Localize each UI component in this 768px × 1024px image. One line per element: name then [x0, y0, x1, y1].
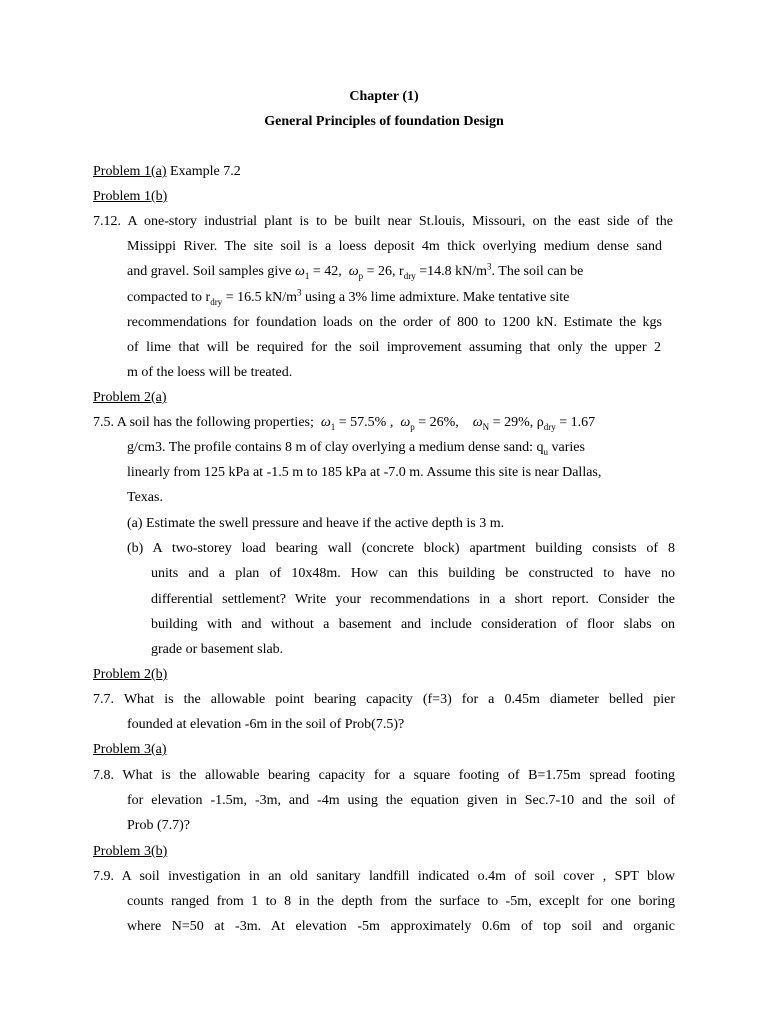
- omega-symbol: ω: [348, 264, 359, 279]
- omega-symbol: ω: [472, 415, 483, 430]
- problem-3a-label: Problem 3(a): [93, 742, 167, 757]
- q75-part-b-line-2: units and a plan of 10x48m. How can this building be constructed to have no: [151, 566, 675, 581]
- q75-line-4: Texas.: [127, 490, 163, 505]
- q75-line-1: 7.5. A soil has the following properties; $\omega_1 = 57.5\%$ , $\omega_p = 26\%$, $\omega_N = 29\%$, $\rho_{dry} = 1.67$: [93, 415, 596, 432]
- q79-line-2: counts ranged from 1 to 8 in the depth from the surface to -5m, exceplt for one boring: [127, 894, 675, 909]
- q75-line-2: g/cm3. The profile contains 8 m of clay overlying a medium dense sand: $q_u$ varies: [127, 440, 585, 457]
- q75-part-b-line-3: differential settlement? Write your recommendations in a short report. Consider the: [151, 592, 675, 607]
- q75-line-3: linearly from 125 kPa at -1.5 m to 185 kPa at -7.0 m. Assume this site is near Dallas,: [127, 465, 602, 480]
- q79-line-3: where N=50 at -3m. At elevation -5m approximately 0.6m of top soil and organic: [127, 919, 675, 934]
- problem-3b-label: Problem 3(b): [93, 844, 168, 859]
- omega-symbol: ω: [294, 264, 305, 279]
- q712-line-4: compacted to $r_{dry} = 16.5$ $kN/m^3$ using a 3% lime admixture. Make tentative site: [127, 287, 570, 307]
- q712-line-5: recommendations for foundation loads on the order of 800 to 1200 kN. Estimate the kgs: [127, 315, 662, 330]
- q77-line-1: 7.7. What is the allowable point bearing capacity (f=3) for a 0.45m diameter belled pier: [93, 692, 675, 707]
- problem-2b-label: Problem 2(b): [93, 667, 168, 682]
- q79-line-1: 7.9. A soil investigation in an old sanitary landfill indicated o.4m of soil cover , SPT blow: [93, 869, 675, 884]
- q78-line-1: 7.8. What is the allowable bearing capacity for a square footing of B=1.75m spread footing: [93, 768, 675, 783]
- chapter-title: Chapter (1): [349, 89, 419, 104]
- problem-1a-line: [93, 164, 241, 180]
- q712-line-6: of lime that will be required for the soil improvement assuming that only the upper 2: [127, 340, 661, 355]
- q712-line-1: 7.12. A one-story industrial plant is to be built near St.louis, Missouri, on the east side of the: [93, 214, 673, 229]
- problem-1b-label: Problem 1(b): [93, 189, 168, 204]
- problem-2a-label: Problem 2(a): [93, 390, 167, 405]
- q75-part-b-line-1: (b) A two-storey load bearing wall (concrete block) apartment building consists of 8: [127, 541, 675, 556]
- q75-part-a: (a) Estimate the swell pressure and heave if the active depth is 3 m.: [127, 516, 505, 531]
- q712-line-3: and gravel. Soil samples give $\omega_1 = 42$, $\omega_p = 26$, $r_{dry} =14.8$ $kN/m^3$. The soil can be: [127, 261, 584, 281]
- omega-symbol: ω: [320, 415, 331, 430]
- omega-symbol: ω: [400, 415, 411, 430]
- q712-line-2: Missippi River. The site soil is a loess deposit 4m thick overlying medium dense sand: [127, 239, 662, 254]
- q75-part-b-line-5: grade or basement slab.: [151, 642, 284, 657]
- problem-1a-text: Example 7.2: [166, 164, 241, 179]
- chapter-subtitle: General Principles of foundation Design: [264, 114, 504, 129]
- problem-1a-label: Problem 1(a): [93, 164, 167, 179]
- q77-line-2: founded at elevation -6m in the soil of Prob(7.5)?: [127, 717, 405, 732]
- q75-part-b-line-4: building with and without a basement and include consideration of floor slabs on: [151, 617, 675, 632]
- q78-line-2: for elevation -1.5m, -3m, and -4m using the equation given in Sec.7-10 and the soil of: [127, 793, 675, 808]
- q712-line-7: m of the loess will be treated.: [127, 365, 293, 380]
- q78-line-3: Prob (7.7)?: [127, 818, 190, 833]
